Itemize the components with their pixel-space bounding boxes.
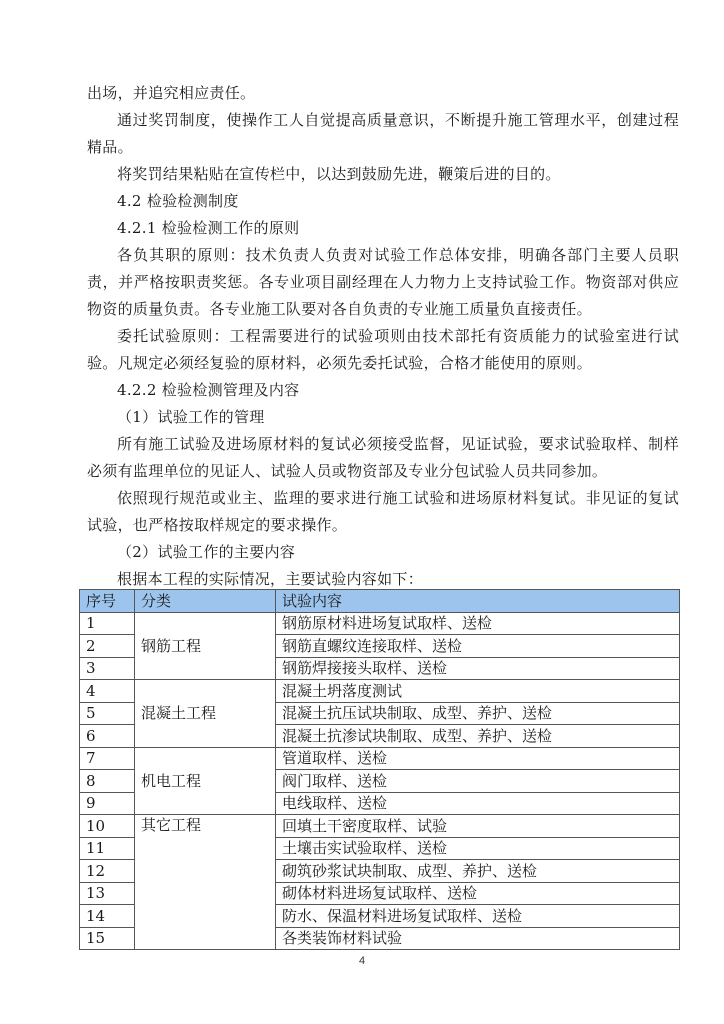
header-no: 序号 (80, 590, 135, 613)
table-row (80, 747, 680, 770)
row-number: 10 (80, 815, 135, 838)
test-content-cell: 混凝土抗渗试块制取、成型、养护、送检 (276, 725, 680, 748)
header-category: 分类 (135, 590, 276, 613)
test-content-cell: 各类装饰材料试验 (276, 927, 680, 950)
row-number: 7 (80, 747, 135, 770)
paragraph: 4.2 检验检测制度 (117, 192, 239, 210)
row-number: 9 (80, 792, 135, 815)
page-number: 4 (358, 955, 366, 967)
test-content-cell: 土壤击实试验取样、送检 (276, 837, 680, 860)
test-content-cell: 钢筋焊接接头取样、送检 (276, 657, 680, 680)
header-content: 试验内容 (276, 590, 680, 613)
test-content-cell: 砌体材料进场复试取样、送检 (276, 882, 680, 905)
row-number: 1 (80, 612, 135, 635)
row-number: 13 (80, 882, 135, 905)
category-cell: 钢筋工程 (135, 612, 276, 680)
test-content-cell: 混凝土坍落度测试 (276, 680, 680, 703)
paragraph: 所有施工试验及进场原材料的复试必须接受监督，见证试验，要求试验取样、制样必须有监理单位的见证人、试验人员或物资部及专业分包试验人员共同参加。 (87, 435, 679, 480)
document-body (87, 80, 679, 593)
paragraph: 4.2.1 检验检测工作的原则 (117, 219, 300, 237)
row-number: 11 (80, 837, 135, 860)
table-row (80, 612, 680, 635)
paragraph: （2）试验工作的主要内容 (117, 543, 296, 561)
paragraph: 4.2.2 检验检测管理及内容 (117, 381, 300, 399)
table-header-row (80, 590, 680, 613)
test-content-table (79, 589, 680, 950)
row-number: 8 (80, 770, 135, 793)
row-number: 12 (80, 860, 135, 883)
test-content-cell: 回填土干密度取样、试验 (276, 815, 680, 838)
paragraph: 出场，并追究相应责任。 (87, 84, 256, 102)
test-content-cell: 防水、保温材料进场复试取样、送检 (276, 905, 680, 928)
test-content-cell: 电线取样、送检 (276, 792, 680, 815)
test-content-cell: 砌筑砂浆试块制取、成型、养护、送检 (276, 860, 680, 883)
category-cell: 混凝土工程 (135, 680, 276, 748)
row-number: 6 (80, 725, 135, 748)
paragraph: 各负其职的原则：技术负责人负责对试验工作总体安排，明确各部门主要人员职责，并严格按职责奖惩。各专业项目副经理在人力物力上支持试验工作。物资部对供应物资的质量负责。各专业施工队要对各自负责的专业施工质量负直接责任。 (87, 246, 679, 318)
test-content-cell: 钢筋原材料进场复试取样、送检 (276, 612, 680, 635)
row-number: 4 (80, 680, 135, 703)
paragraph: 根据本工程的实际情况，主要试验内容如下： (117, 570, 424, 588)
paragraph: 依照现行规范或业主、监理的要求进行施工试验和进场原材料复试。非见证的复试试验，也严格按取样规定的要求操作。 (87, 489, 679, 534)
category-cell: 其它工程 (135, 815, 276, 950)
row-number: 14 (80, 905, 135, 928)
row-number: 5 (80, 702, 135, 725)
paragraph: （1）试验工作的管理 (117, 408, 265, 426)
test-content-cell: 阀门取样、送检 (276, 770, 680, 793)
table-row (80, 680, 680, 703)
category-cell: 机电工程 (135, 747, 276, 815)
table-body (80, 612, 680, 950)
table-row (80, 815, 680, 838)
row-number: 15 (80, 927, 135, 950)
test-content-cell: 钢筋直螺纹连接取样、送检 (276, 635, 680, 658)
row-number: 2 (80, 635, 135, 658)
test-content-cell: 管道取样、送检 (276, 747, 680, 770)
test-content-cell: 混凝土抗压试块制取、成型、养护、送检 (276, 702, 680, 725)
paragraph: 通过奖罚制度，使操作工人自觉提高质量意识，不断提升施工管理水平，创建过程精品。 (87, 111, 679, 156)
paragraph: 委托试验原则：工程需要进行的试验项则由技术部托有资质能力的试验室进行试验。凡规定必须经复验的原材料，必须先委托试验，合格才能使用的原则。 (87, 327, 679, 372)
row-number: 3 (80, 657, 135, 680)
paragraph: 将奖罚结果粘贴在宣传栏中，以达到鼓励先进，鞭策后进的目的。 (117, 165, 561, 183)
